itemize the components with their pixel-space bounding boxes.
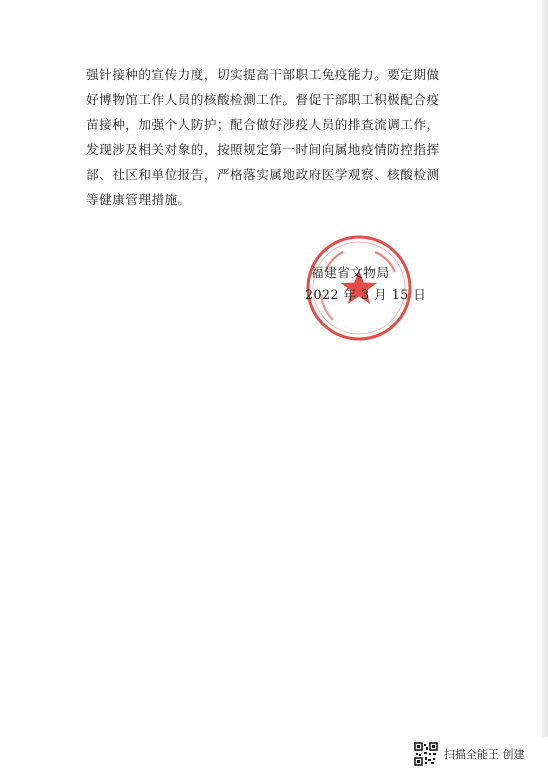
body-paragraph — [86, 62, 472, 212]
scanner-label: 扫描全能王 创建 — [444, 748, 525, 761]
scanner-watermark — [414, 740, 525, 768]
issuer-name: 福建省文物局 — [311, 265, 390, 280]
paragraph-line: 部、社区和单位报告，严格落实属地政府医学观察、核酸检测 — [86, 167, 440, 182]
qr-code-icon — [414, 742, 438, 766]
paragraph-line: 发现涉及相关对象的，按照规定第一时间向属地疫情防控指挥 — [86, 142, 440, 157]
paragraph-line: 强针接种的宣传力度，切实提高干部职工免疫能力。要定期做 — [86, 67, 440, 82]
paragraph-line: 好博物馆工作人员的核酸检测工作。督促干部职工积极配合疫 — [86, 92, 440, 107]
paragraph-line: 苗接种，加强个人防护；配合做好涉疫人员的排查流调工作， — [86, 117, 440, 132]
signature-block — [305, 262, 425, 306]
paragraph-line: 等健康管理措施。 — [86, 192, 191, 207]
page-edge-shadow — [542, 0, 548, 737]
issue-date: 2022 年 3 月 15 日 — [305, 287, 427, 302]
